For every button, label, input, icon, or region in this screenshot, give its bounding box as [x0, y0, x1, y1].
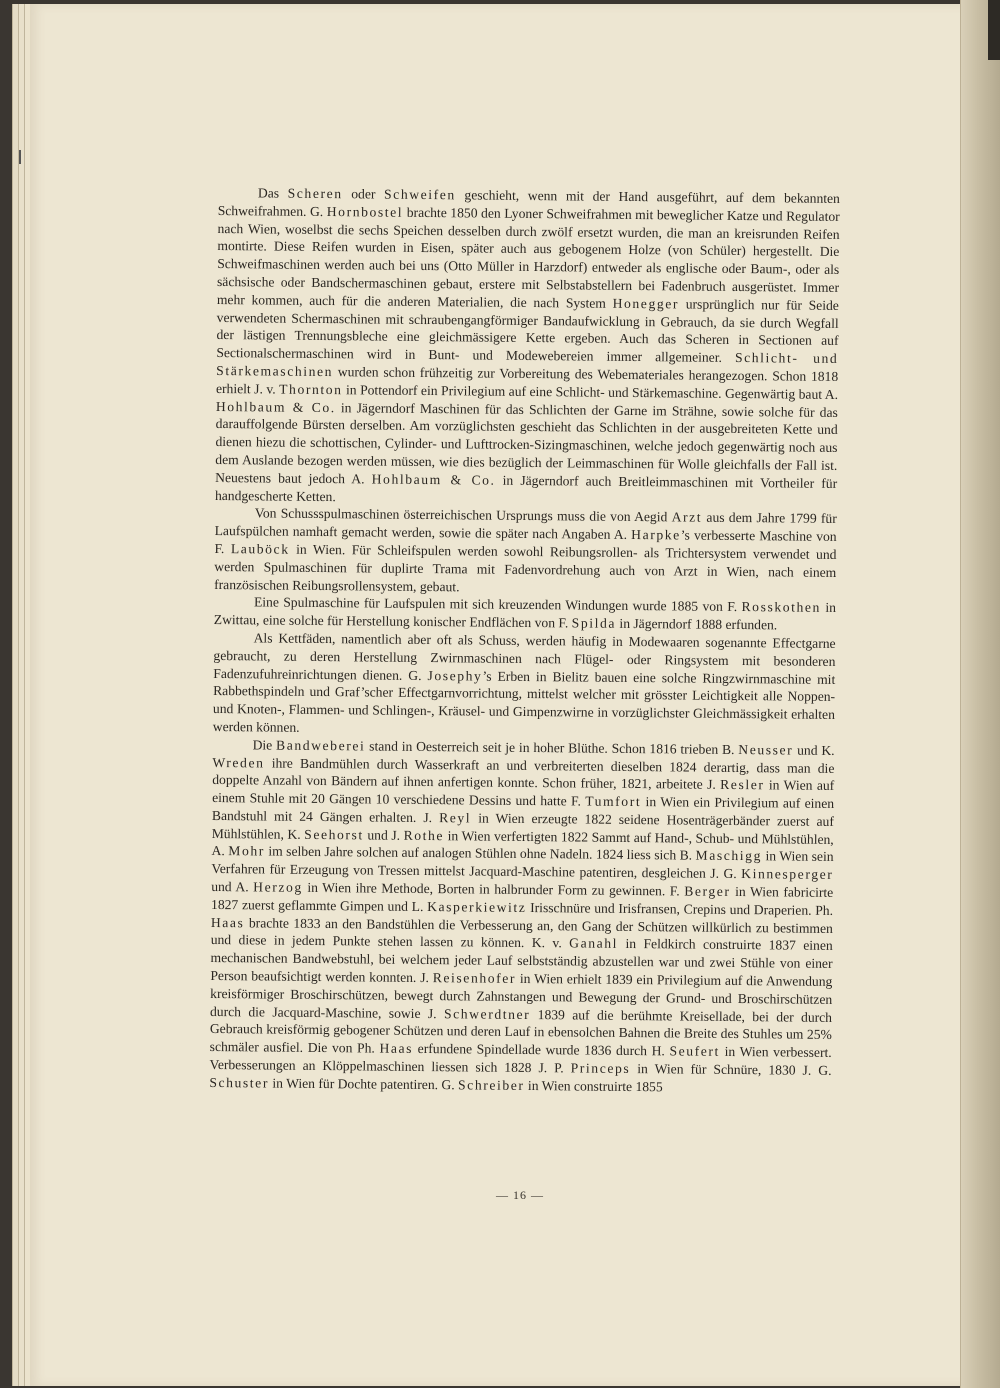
paragraph: Eine Spulmaschine für Laufspulen mit sich kreuzenden Windungen wurde 1885 von F. Rosskothen in Zwittau, eine solche für Herstellung konischer Endflächen von F. Spilda in Jägerndorf 1888 erfunden.	[213, 594, 837, 633]
spaced-name: Reyl	[439, 810, 472, 826]
spaced-name: Berger	[684, 883, 731, 900]
spaced-name: Mohr	[228, 843, 265, 859]
spaced-name: Seehorst	[304, 826, 364, 843]
spaced-name: Hornbostel	[326, 203, 404, 220]
spaced-name: Tumfort	[585, 793, 642, 810]
spaced-name: Lauböck	[230, 541, 290, 557]
spaced-name: Hohlbaum & Co.	[371, 471, 496, 488]
spaced-name: Rosskothen	[741, 599, 822, 616]
book-spine	[960, 0, 1000, 1388]
paragraph: Als Kettfäden, namentlich aber oft als Schuss, werden häufig in Modewaaren sogenannte Effectgarne gebraucht, zu deren Herstellung Zwirnmaschinen nach Flügel- oder Ringsystem mit besonderen Fadenzufuhreinrichtungen dienen. G. Josephy’s Erben in Bielitz bauen eine solche Ringzwirnmaschine mit Rabbethspindeln und Graf’scher Effectgarnvorrichtung, mittelst welcher mit grösster Leichtigkeit alle Noppen- und Knoten-, Flammen- und Schlingen-, Kräusel- und Gimpenzwirne in vorzüglichster Gleichmässigkeit erhalten werden können.	[212, 630, 836, 735]
spaced-name: Haas	[210, 914, 245, 930]
spaced-name: Kinnesperger	[741, 866, 834, 883]
paragraph: Die Bandweberei stand in Oesterreich seit je in hoher Blüthe. Schon 1816 trieben B. Neusser und K. Wreden ihre Bandmühlen durch Wasserkraft an und verbreiterten dieselben 1824 derartig, dass man die doppelte Anzahl von Bändern auf ihnen anfertigen konnte. Schon früher, 1821, arbeitete J. Resler in Wien auf einem Stuhle mit 20 Gängen 10 verschiedene Dessins und hatte F. Tumfort in Wien ein Privilegium auf einen Bandstuhl mit 24 Gängen erhalten. J. Reyl in Wien erzeugte 1822 seidene Hosenträgerbänder zuerst auf Mühlstühlen, K. Seehorst und J. Rothe in Wien verfertigten 1822 Sammt auf Hand-, Schub- und Mühlstühlen, A. Mohr im selben Jahre solchen auf analogen Stühlen ohne Nadeln. 1824 liess sich B. Maschigg in Wien sein Verfahren für Erzeugung von Tressen mittelst Jacquard-Maschine patentiren, desgleichen J. G. Kinnesperger und A. Herzog in Wien ihre Methode, Borten in halbrunder Form zu gewinnen. F. Berger in Wien fabricirte 1827 zuerst geflammte Gimpen und L. Kasperkiewitz Irisschnüre und Irisfransen, Crepins und Draperien. Ph. Haas brachte 1833 an den Bandstühlen die Verbesserung an, den Gang der Schützen willkürlich zu bestimmen und diese in jedem Punkte stehen lassen zu können. K. v. Ganahl in Feldkirch construirte 1837 einen mechanischen Bandwebstuhl, bei welchem jeder Lauf selbstständig abzustellen war und zwei Stühle von einer Person beaufsichtigt werden konnten. J. Reisenhofer in Wien erhielt 1839 ein Privilegium auf die Anwendung kreisförmiger Broschirschützen, bewegt durch Zahnstangen und Bewegung der Grund- und Broschirschützen durch die Jacquard-Maschine, sowie J. Schwerdtner 1839 auf die berühmte Kreisellade, bei der durch Gebrauch kreisförmig gebogener Schützen und deren Lauf in ebensolchen Bahnen die Breite des Stuhles um 25% schmäler ausfiel. Die von Ph. Haas erfundene Spindellade wurde 1836 durch H. Seufert in Wien verbessert. Verbesserungen an Klöppelmaschinen liessen sich 1828 J. P. Princeps in Wien für Schnüre, 1830 J. G. Schuster in Wien für Dochte patentiren. G. Schreiber in Wien construirte 1855	[209, 737, 835, 1095]
margin-mark	[19, 150, 21, 164]
spaced-name: Haas	[379, 1040, 414, 1057]
spaced-name: Schwerdtner	[443, 1005, 531, 1022]
spaced-name: Rothe	[403, 827, 445, 843]
page-number: — 16 —	[496, 1188, 544, 1202]
spaced-name: Maschigg	[695, 848, 763, 864]
spaced-name: Schlicht- und Stärkemaschinen	[216, 350, 839, 380]
paragraph: Von Schussspulmaschinen österreichischen Ursprungs muss die von Aegid Arzt aus dem Jahre 1799 für Laufspülchen namhaft gemacht werden, sowie die später nach Angaben A. Harpke’s verbesserte Maschine von F. Lauböck in Wien. Für Schleifspulen werden sowohl Reibungsrollen- als Trichtersystem verwendet und werden Spulmaschinen für duplirte Trama mit Fadenvordrehung auch von Arzt in Wien, nach einem französischen Reibungsrollensystem, gebaut.	[214, 505, 837, 594]
spaced-name: Schuster	[209, 1074, 270, 1091]
spaced-name: Hohlbaum & Co.	[215, 398, 336, 415]
spaced-name: Honegger	[612, 295, 680, 312]
spaced-name: Herzog	[253, 879, 303, 895]
spaced-name: Resler	[720, 777, 765, 793]
spaced-name: Schweifen	[383, 186, 456, 203]
spaced-name: Ganahl	[569, 935, 619, 952]
spaced-name: Schreiber	[457, 1077, 525, 1093]
spaced-name: Seufert	[669, 1043, 721, 1060]
spaced-name: Bandweberei	[276, 737, 366, 754]
spaced-name: Princeps	[570, 1060, 631, 1077]
body-text	[209, 184, 840, 1098]
spaced-name: Scheren	[287, 185, 343, 202]
spaced-name: Wreden	[212, 754, 265, 770]
spaced-name: Reisenhofer	[432, 970, 517, 986]
spaced-name: Kasperkiewitz	[427, 898, 527, 915]
spaced-name: Harpke	[631, 527, 681, 543]
binding-shadow	[988, 0, 1000, 60]
spaced-name: Thornton	[279, 381, 343, 397]
spaced-name: Neusser	[738, 741, 794, 758]
spaced-name: Spilda	[571, 615, 617, 631]
paragraph: Das Scheren oder Schweifen geschieht, wenn mit der Hand ausgeführt, auf dem bekannten Schweifrahmen. G. Hornbostel brachte 1850 den Lyoner Schweifrahmen mit beweglicher Katze und Regulator nach Wien, woselbst die sechs Speichen desselben durch zwölf ersetzt wurden, die man an kreisrunden Reifen montirte. Diese Reifen wurden in Eisen, später auch aus gebogenem Holze (von Schüler) hergestellt. Die Schweifmaschinen werden auch bei uns (Otto Müller in Harzdorf) entweder als englische oder Baum-, oder als sächsische oder Bandschermaschinen gebaut, erstere mit Selbstabstellern bei Fadenbruch ausgerüstet. Immer mehr kommen, auch für die anderen Materialien, die nach System Honegger ursprünglich nur für Seide verwendeten Schermaschinen mit schraubengangförmiger Bandaufwicklung in Gebrauch, da sie durch Wegfall der lästigen Trennungsbleche eine gleichmässigere Kette ergeben. Auch das Scheren in Sectionen auf Sectionalschermaschinen wird in Bunt- und Modewebereien immer allgemeiner. Schlicht- und Stärkemaschinen wurden schon frühzeitig zur Vorbereitung des Webemateriales herangezogen. Schon 1818 erhielt J. v. Thornton in Pottendorf ein Privilegium auf eine Schlicht- und Stärkemaschine. Gegenwärtig baut A. Hohlbaum & Co. in Jägerndorf Maschinen für das Schlichten der Garne im Strähne, sowie solche für das darauffolgende Bürsten derselben. Am vorzüglichsten geschieht das Schlichten in der ausgebreiteten Kette und dienen hiezu die schottischen, Cylinder- und Lufttrocken-Sizingmaschinen, welche jedoch gegenwärtig noch aus dem Auslande bezogen werden müssen, wie dies bezüglich der Leimmaschinen für Wolle gleichfalls der Fall ist. Neuestens baut jedoch A. Hohlbaum & Co. in Jägerndorf auch Breitleimmaschinen mit Vortheiler für handgescherte Ketten.	[214, 185, 840, 504]
spaced-name: Josephy	[427, 667, 483, 684]
spaced-name: Arzt	[671, 509, 703, 526]
